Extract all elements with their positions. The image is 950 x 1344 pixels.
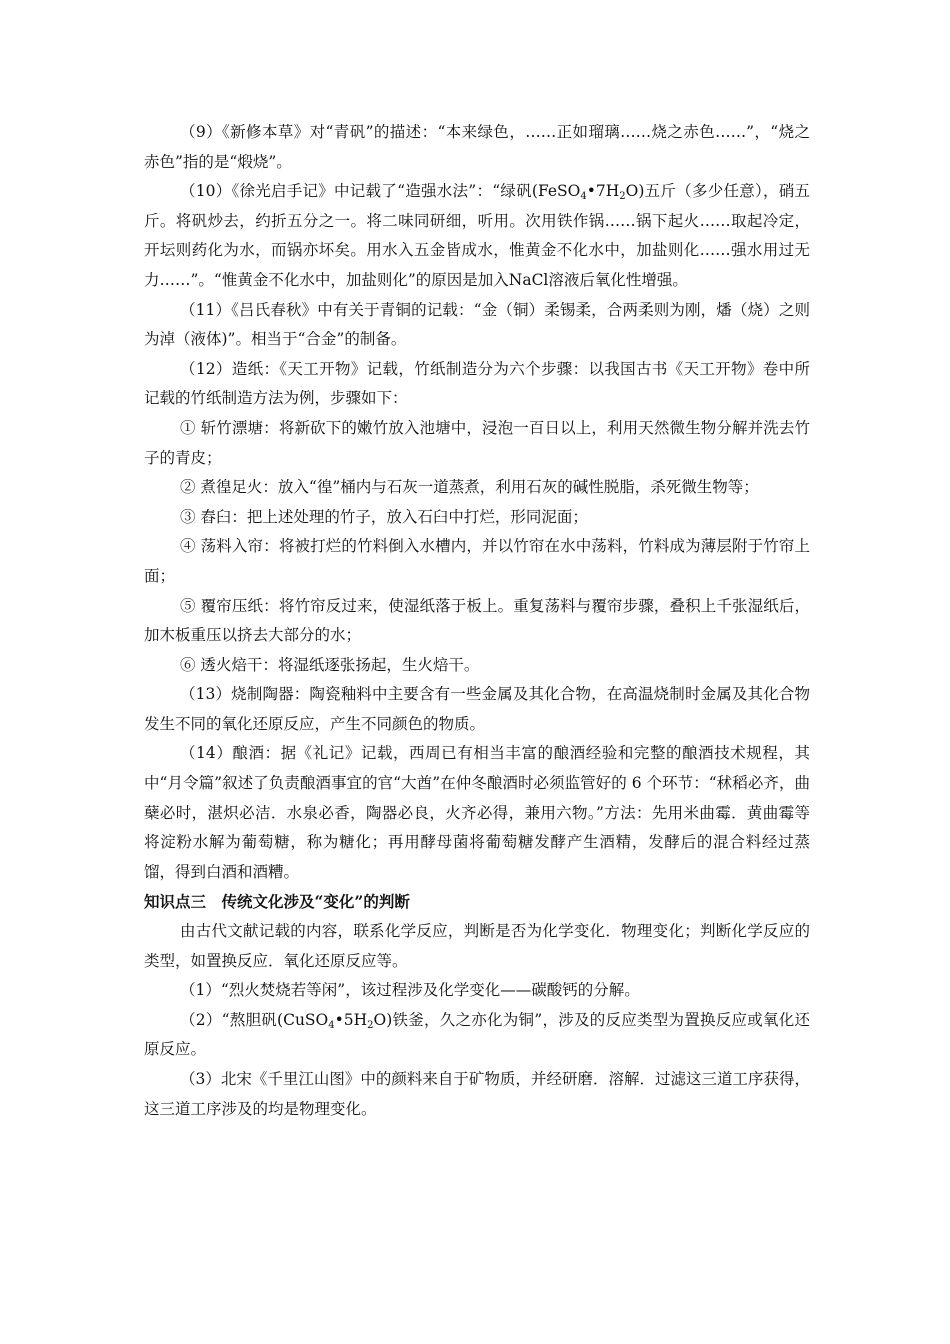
paragraph-13: （13）烧制陶器：陶瓷釉料中主要含有一些金属及其化合物，在高温烧制时金属及其化合物发生不同的氧化还原反应，产生不同颜色的物质。: [144, 685, 810, 733]
paragraph-10: [144, 177, 810, 295]
subscript: 4: [580, 191, 587, 203]
paragraph-14: （14）酿酒：据《礼记》记载，西周已有相当丰富的酿酒经验和完整的酿酒技术规程，其中“月令篇”叙述了负责酿酒事宜的官“大酋”在仲冬酿酒时必须监管好的 6 个环节：“秫稻必齐，曲蘖必时，湛炽必洁．水泉必香，陶器必良，火齐必得，兼用六物。”方法：先用米曲霉．黄曲霉等将淀粉水解为葡萄糖，称为糖化；再用酵母菌将葡萄糖发酵产生酒精，发酵后的混合料经过蒸馏，得到白酒和酒糟。: [144, 744, 810, 881]
section-heading: 知识点三 传统文化涉及“变化”的判断: [144, 892, 410, 912]
change-item-2-text-a: （2）“熬胆矾(CuSO: [180, 1010, 329, 1029]
papermaking-step-3: ③ 舂臼：把上述处理的竹子，放入石臼中打烂，形同泥面；: [180, 507, 588, 526]
paragraph-12: （12）造纸：《天工开物》记载，竹纸制造分为六个步骤：以我国古书《天工开物》卷中所记载的竹纸制造方法为例，步骤如下：: [144, 359, 810, 408]
paragraph-9: （9）《新修本草》对“青矾”的描述：“本来绿色，……正如瑠璃……烧之赤色……”，“烧之赤色”指的是“煅烧”。: [144, 123, 810, 171]
change-item-2-text-b: •5H: [334, 1010, 368, 1029]
paragraph-11: （11）《吕氏春秋》中有关于青铜的记载：“金（铜）柔锡柔，合两柔则为刚，燔（烧）之则为淖（液体)”。相当于“合金”的制备。: [144, 300, 810, 349]
papermaking-step-2: ② 煮徨足火：放入“徨”桶内与石灰一道蒸煮，利用石灰的碱性脱脂，杀死微生物等；: [180, 478, 759, 497]
section-intro: 由古代文献记载的内容，联系化学反应，判断是否为化学变化．物理变化；判断化学反应的类型，如置换反应．氧化还原反应等。: [144, 922, 810, 970]
paragraph-10-text-a: （10）《徐光启手记》中记载了“造强水法”：“绿矾(FeSO: [180, 182, 581, 201]
change-item-1: （1）“烈火焚烧若等闲”，该过程涉及化学变化——碳酸钙的分解。: [180, 981, 640, 1000]
papermaking-step-4: ④ 荡料入帘：将被打烂的竹料倒入水槽内，并以竹帘在水中荡料，竹料成为薄层附于竹帘上面；: [144, 537, 810, 585]
subscript: 2: [619, 191, 626, 203]
papermaking-step-1: ① 斩竹漂塘：将新砍下的嫩竹放入池塘中，浸泡一百日以上，利用天然微生物分解并洗去竹子的青皮；: [144, 418, 810, 467]
papermaking-step-5: ⑤ 覆帘压纸：将竹帘反过来，使湿纸落于板上。重复荡料与覆帘步骤，叠积上千张湿纸后，加木板重压以挤去大部分的水；: [144, 596, 810, 645]
subscript: 4: [328, 1019, 335, 1031]
change-item-3: （3）北宋《千里江山图》中的颜料来自于矿物质，并经研磨．溶解．过滤这三道工序获得，这三道工序涉及的均是物理变化。: [144, 1070, 810, 1118]
paragraph-10-text-b: •7H: [586, 182, 620, 201]
paragraph-10-text-c: O)五斤（多少任意），硝五斤。将矾炒去，约折五分之一。将二味同研细，听用。次用铁作锅……锅下起火……取起冷定，开坛则药化为水，而锅亦坏矣。用水入五金皆成水，惟黄金不化水中，加盐则化……强水用过无力……”。“惟黄金不化水中，加盐则化”的原因是加入NaCl溶液后氧化性增强。: [144, 182, 810, 289]
change-item-2-text-c: O)铁釜，久之亦化为铜”，涉及的反应类型为置换反应或氧化还原反应。: [144, 1010, 810, 1059]
subscript: 2: [367, 1019, 374, 1031]
papermaking-step-6: ⑥ 透火焙干：将湿纸逐张扬起，生火焙干。: [180, 655, 480, 674]
change-item-2: [144, 1006, 810, 1065]
